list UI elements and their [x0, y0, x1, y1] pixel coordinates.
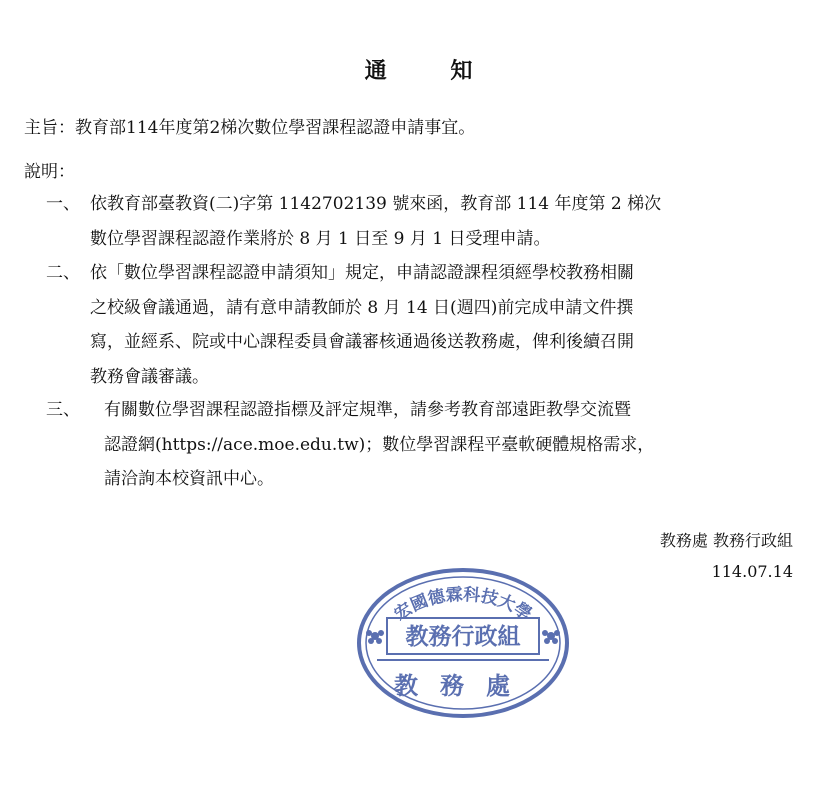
item-line: 有關數位學習課程認證指標及評定規準，請參考教育部遠距教學交流暨 [104, 400, 631, 420]
plum-blossom-icon [366, 630, 384, 644]
office-seal [355, 566, 571, 720]
seal-bottom-text: 教務處 [394, 671, 532, 700]
signature-date: 114.07.14 [711, 562, 793, 581]
item-line: 依「數位學習課程認證申請須知」規定，申請認證課程須經學校教務相關 [90, 263, 634, 283]
item-line: 依教育部臺教資(二)字第 1142702139 號來函，教育部 114 年度第 2 梯次 [90, 194, 662, 214]
signature-unit: 教務處 教務行政組 [659, 531, 793, 550]
seal-center-text: 教務行政組 [405, 623, 521, 650]
item-line: 數位學習課程認證作業將於 8 月 1 日至 9 月 1 日受理申請。 [90, 228, 551, 249]
item-line: 之校級會議通過，請有意申請教師於 8 月 14 日(週四)前完成申請文件撰 [90, 297, 634, 318]
item-line: 教務會議審議。 [90, 366, 209, 387]
seal-graphic [355, 566, 571, 720]
item-line: 認證網(https://ace.moe.edu.tw)；數位學習課程平臺軟硬體規格需求， [104, 434, 655, 455]
subject-line: 主旨：教育部114年度第2梯次數位學習課程認證申請事宜。 [24, 118, 476, 138]
item-marker: 一、 [46, 194, 80, 214]
item-line: 請洽詢本校資訊中心。 [104, 469, 274, 489]
document-title: 通 知 [364, 58, 501, 84]
seal-arc-text: 宏國德霖科技大學 [390, 584, 536, 625]
item-line: 寫，並經系、院或中心課程委員會議審核通過後送教務處，俾利後續召開 [90, 332, 634, 352]
item-marker: 三、 [46, 400, 80, 420]
item-marker: 二、 [46, 263, 80, 283]
explanation-label: 說明： [24, 162, 75, 182]
plum-blossom-icon [542, 630, 560, 644]
